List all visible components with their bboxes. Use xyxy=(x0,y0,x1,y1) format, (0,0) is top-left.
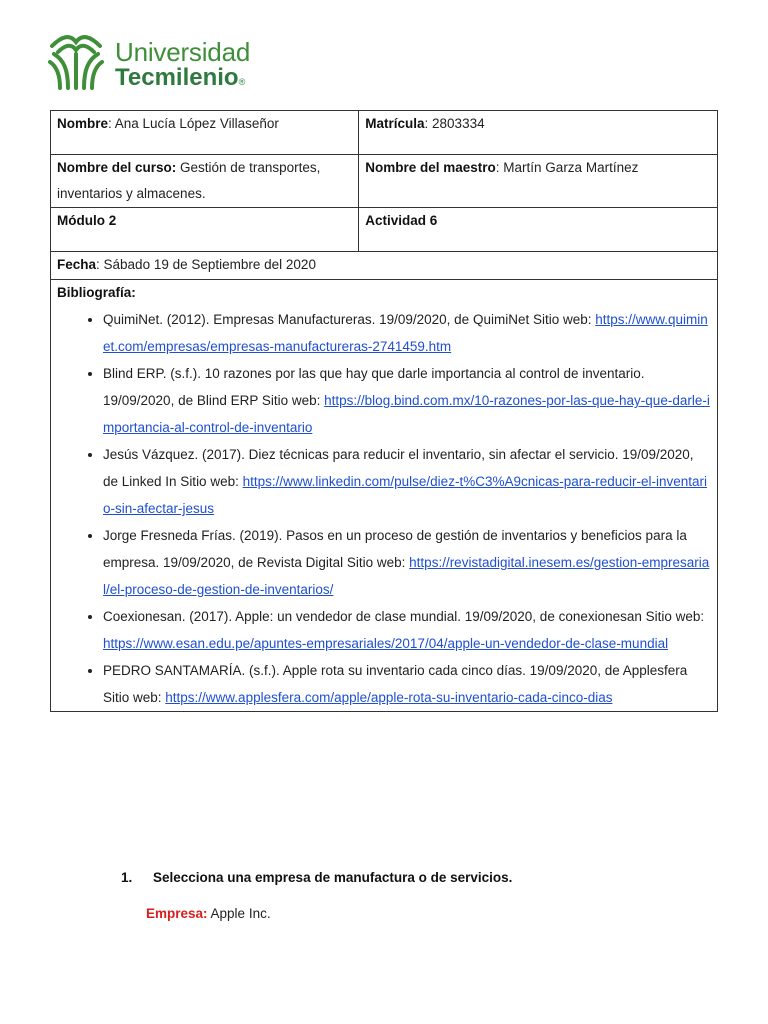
nombre-value: : Ana Lucía López Villaseñor xyxy=(108,116,279,131)
reference-text: Jesús Vázquez. (2017). Diez técnicas para reducir el inventario, sin afectar el servicio. 19/09/2020, de Linked In Sitio web: xyxy=(103,447,694,489)
reference-link[interactable]: https://www.applesfera.com/apple/apple-rota-su-inventario-cada-cinco-dias xyxy=(165,690,613,705)
empresa-answer xyxy=(146,906,271,921)
reference-list xyxy=(57,306,711,711)
reference-item xyxy=(103,657,711,711)
reference-text: QuimiNet. (2012). Empresas Manufactureras. 19/09/2020, de QuimiNet Sitio web: xyxy=(103,312,596,327)
cell-matricula xyxy=(359,111,718,155)
maestro-label: Nombre del maestro xyxy=(365,160,496,175)
reference-link[interactable]: https://www.esan.edu.pe/apuntes-empresariales/2017/04/apple-un-vendedor-de-clase-mundial xyxy=(103,636,669,651)
fecha-label: Fecha xyxy=(57,257,97,272)
empresa-label: Empresa: xyxy=(146,906,208,921)
cell-actividad xyxy=(359,208,718,252)
nombre-label: Nombre xyxy=(57,116,109,131)
matricula-label: Matrícula xyxy=(365,116,425,131)
reference-item xyxy=(103,360,711,441)
cell-fecha xyxy=(51,252,718,280)
matricula-value: : 2803334 xyxy=(424,116,485,131)
task-question xyxy=(121,870,512,885)
cell-maestro xyxy=(359,155,718,208)
reference-item xyxy=(103,441,711,522)
cell-curso xyxy=(51,155,359,208)
logo-text-tecmilenio-word: Tecmilenio xyxy=(115,64,239,91)
student-info-table xyxy=(50,110,718,712)
actividad-label: Actividad 6 xyxy=(365,213,438,228)
registered-mark: ® xyxy=(238,77,246,87)
maestro-value: : Martín Garza Martínez xyxy=(495,160,639,175)
reference-link[interactable]: https://www.quiminet.com/empresas/empresas-manufactureras-2741459.htm xyxy=(103,312,708,354)
empresa-value: Apple Inc. xyxy=(207,906,271,921)
row-modulo xyxy=(51,208,718,252)
row-nombre xyxy=(51,111,718,155)
modulo-label: Módulo 2 xyxy=(57,213,117,228)
reference-text: Coexionesan. (2017). Apple: un vendedor de clase mundial. 19/09/2020, de conexionesan Sitio web: xyxy=(103,609,705,624)
row-curso xyxy=(51,155,718,208)
reference-text: PEDRO SANTAMARÍA. (s.f.). Apple rota su inventario cada cinco días. 19/09/2020, de Applesfera Sitio web: xyxy=(103,663,688,705)
reference-item xyxy=(103,522,711,603)
bibliografia-label: Bibliografía: xyxy=(57,285,136,300)
reference-link[interactable]: https://blog.bind.com.mx/10-razones-por-las-que-hay-que-darle-importancia-al-control-de-inventario xyxy=(103,393,710,435)
task-number: 1. xyxy=(121,870,133,885)
row-fecha xyxy=(51,252,718,280)
cell-nombre xyxy=(51,111,359,155)
university-logo xyxy=(48,32,268,92)
cell-bibliografia xyxy=(51,280,718,712)
tecmilenio-logo-icon xyxy=(48,32,104,90)
curso-label: Nombre del curso: xyxy=(57,160,177,175)
reference-link[interactable]: https://www.linkedin.com/pulse/diez-t%C3%A9cnicas-para-reducir-el-inventario-sin-afectar-jesus xyxy=(103,474,708,516)
reference-item xyxy=(103,306,711,360)
reference-item xyxy=(103,603,711,657)
reference-text: Jorge Fresneda Frías. (2019). Pasos en un proceso de gestión de inventarios y beneficios para la empresa. 19/09/2020, de Revista Digital Sitio web: xyxy=(103,528,687,570)
fecha-value: : Sábado 19 de Septiembre del 2020 xyxy=(96,257,316,272)
cell-modulo xyxy=(51,208,359,252)
reference-text: Blind ERP. (s.f.). 10 razones por las que hay que darle importancia al control de inventario. 19/09/2020, de Blind ERP Sitio web: xyxy=(103,366,645,408)
logo-text-tecmilenio xyxy=(115,64,245,96)
curso-value: Gestión de transportes, inventarios y almacenes. xyxy=(57,160,321,201)
logo-text-universidad: Universidad xyxy=(115,37,251,67)
task-text: Selecciona una empresa de manufactura o de servicios. xyxy=(153,870,513,885)
reference-link[interactable]: https://revistadigital.inesem.es/gestion-empresarial/el-proceso-de-gestion-de-inventarios/ xyxy=(103,555,710,597)
row-bibliografia xyxy=(51,280,718,712)
